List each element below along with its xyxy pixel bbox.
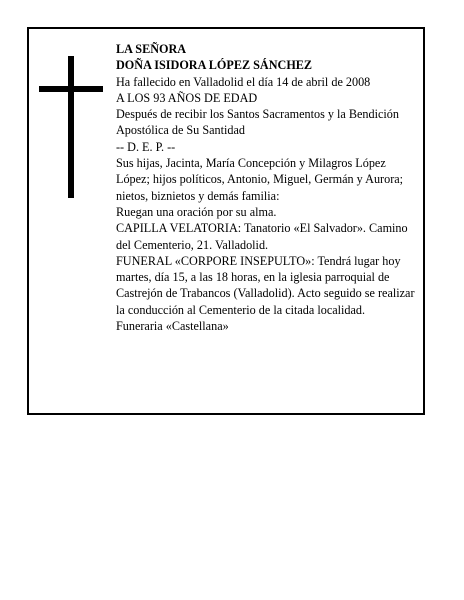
rip-line: -- D. E. P. --	[116, 139, 176, 154]
deceased-name: DOÑA ISIDORA LÓPEZ SÁNCHEZ	[116, 58, 313, 73]
notice-text	[116, 41, 421, 334]
cross-vertical-bar	[68, 56, 74, 198]
age-line: A LOS 93 AÑOS DE EDAD	[116, 90, 258, 105]
notice-title: LA SEÑORA	[116, 42, 187, 56]
family-line: Sus hijas, Jacinta, María Concepción y Milagros López López; hijos políticos, Antonio, Miguel, Germán y Aurora; nietos, biznietos y demás familia:	[116, 156, 404, 203]
cross-horizontal-bar	[39, 86, 103, 92]
death-announcement: Ha fallecido en Valladolid el día 14 de abril de 2008	[116, 74, 371, 89]
funeral-home: Funeraria «Castellana»	[116, 319, 229, 334]
chapel-info: CAPILLA VELATORIA: Tanatorio «El Salvador». Camino del Cementerio, 21. Valladolid.	[116, 221, 408, 252]
obituary-notice	[27, 27, 425, 415]
latin-cross-icon	[39, 56, 103, 198]
funeral-info: FUNERAL «CORPORE INSEPULTO»: Tendrá lugar hoy martes, día 15, a las 18 horas, en la iglesia parroquial de Castrejón de Trabancos (Valladolid). Acto seguido se realizar la conducción al Cementerio de la citada localidad.	[116, 253, 415, 317]
sacraments-line: Después de recibir los Santos Sacramentos y la Bendición Apostólica de Su Santidad	[116, 107, 399, 138]
prayer-request: Ruegan una oración por su alma.	[116, 204, 277, 219]
